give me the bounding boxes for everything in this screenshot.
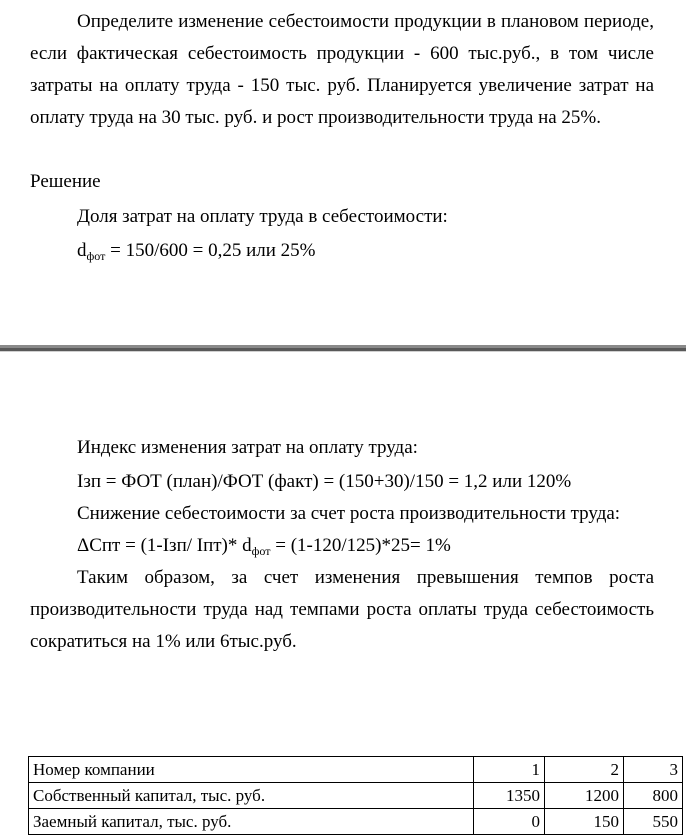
table-cell: 800 [624, 783, 683, 809]
table-row [29, 783, 683, 809]
page-bottom [0, 366, 686, 833]
table-cell: 550 [624, 809, 683, 835]
table-cell-label: Собственный капитал, тыс. руб. [29, 783, 474, 809]
reduction-formula-subscript: фот [251, 544, 271, 558]
problem-line: затраты на оплату труда - 150 тыс. руб. Планируется увеличение затрат на [30, 75, 654, 96]
index-formula: Iзп = ФОТ (план)/ФОТ (факт) = (150+30)/150 = 1,2 или 120% [77, 471, 572, 492]
table-cell: 1200 [545, 783, 624, 809]
table-row [29, 809, 683, 835]
conclusion-line: сократиться на 1% или 6тыс.руб. [30, 631, 297, 652]
problem-line: Определите изменение себестоимости продукции в плановом периоде, [77, 11, 654, 32]
table-row [29, 757, 683, 783]
solution-heading: Решение [30, 171, 101, 192]
index-label: Индекс изменения затрат на оплату труда: [77, 437, 418, 458]
problem-line: оплату труда на 30 тыс. руб. и рост производительности труда на 25%. [30, 107, 601, 128]
reduction-formula [77, 530, 451, 562]
company-capital-table [28, 756, 683, 835]
table-cell: 1350 [474, 783, 545, 809]
table-cell-label: Номер компании [29, 757, 474, 783]
table-cell: 150 [545, 809, 624, 835]
problem-paragraph [30, 6, 654, 134]
table-cell: 1 [474, 757, 545, 783]
table-cell: 0 [474, 809, 545, 835]
problem-line: если фактическая себестоимость продукции - 600 тыс.руб., в том числе [30, 43, 654, 64]
reduction-formula-b: = (1-120/125)*25= 1% [270, 535, 451, 556]
table-cell: 2 [545, 757, 624, 783]
page-separator [0, 345, 686, 366]
table-cell-label: Заемный капитал, тыс. руб. [29, 809, 474, 835]
conclusion-line: производительности труда над темпами роста оплаты труда себестоимость [30, 599, 654, 620]
conclusion-paragraph [30, 562, 654, 658]
conclusion-line: Таким образом, за счет изменения превышения темпов роста [77, 567, 654, 588]
share-formula-rest: = 150/600 = 0,25 или 25% [105, 240, 316, 261]
share-formula-prefix: d [77, 240, 87, 261]
reduction-label: Снижение себестоимости за счет роста производительности труда: [77, 503, 621, 524]
page-top [0, 0, 686, 345]
share-formula [77, 235, 315, 267]
share-label: Доля затрат на оплату труда в себестоимости: [77, 206, 448, 227]
table-cell: 3 [624, 757, 683, 783]
reduction-formula-a: ΔCпт = (1-Iзп/ Iпт)* d [77, 535, 252, 556]
share-formula-subscript: фот [86, 249, 106, 263]
